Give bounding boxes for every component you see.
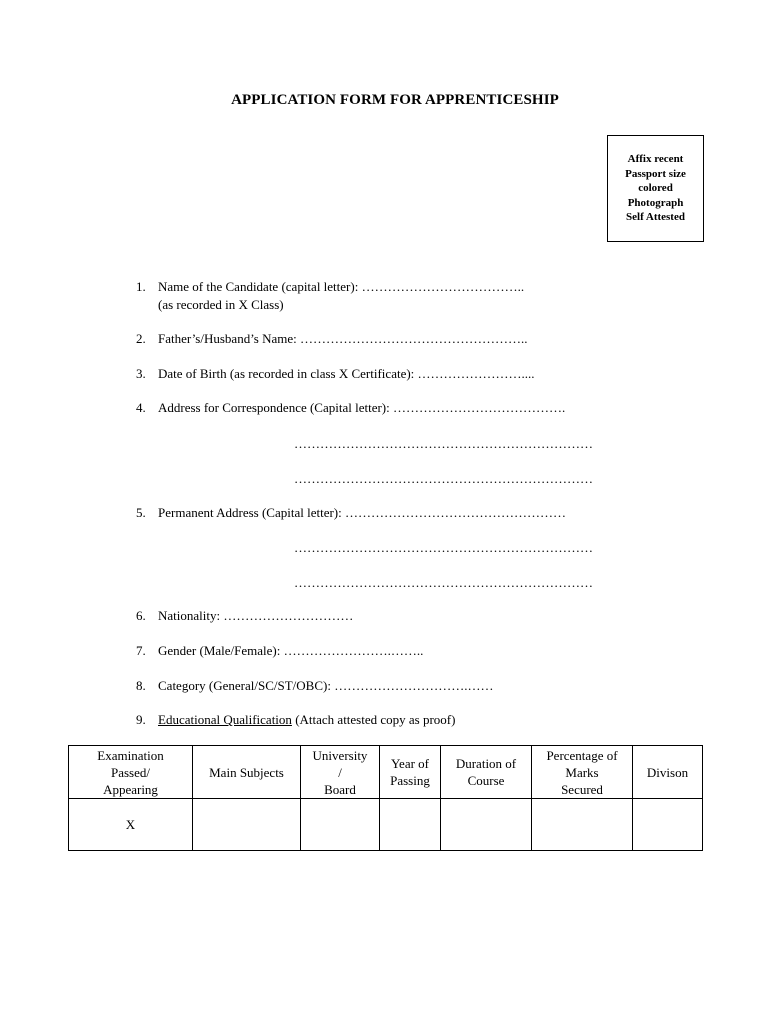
- item-number: 7.: [136, 643, 146, 658]
- item-label: (as recorded in X Class): [158, 297, 284, 312]
- item-number: 3.: [136, 366, 146, 381]
- column-header-main-subjects: [193, 746, 301, 799]
- item-number: 1.: [136, 279, 146, 294]
- educational-qualification-heading: Educational Qualification: [158, 712, 292, 727]
- column-header-examination: [69, 746, 193, 799]
- cell-main-subjects[interactable]: [193, 799, 301, 851]
- cell-duration[interactable]: [441, 799, 532, 851]
- header-line: Examination: [97, 747, 164, 763]
- educational-qualification-note: (Attach attested copy as proof): [291, 712, 456, 727]
- header-line: Course: [467, 773, 505, 788]
- header-line: Year of: [390, 756, 430, 771]
- table-header-row: [69, 746, 703, 799]
- cell-year-of-passing[interactable]: [380, 799, 441, 851]
- cell-division[interactable]: [633, 799, 703, 851]
- item-number: 2.: [136, 331, 146, 346]
- item-label: [158, 712, 455, 728]
- header-line: Percentage of: [546, 747, 618, 763]
- header-line: Board: [324, 781, 356, 797]
- education-table: [68, 745, 703, 851]
- item-label: Address for Correspondence (Capital letter): ………………………………….: [158, 400, 566, 415]
- photo-box-line: Passport size: [625, 167, 686, 180]
- correspondence-address-line[interactable]: ……………………………………………………………: [294, 436, 593, 451]
- item-label: Name of the Candidate (capital letter): ………………………………..: [158, 279, 525, 294]
- header-line: Divison: [646, 764, 689, 780]
- cell-percentage[interactable]: [532, 799, 633, 851]
- item-label: Father’s/Husband’s Name: ……………………………………………..: [158, 331, 528, 346]
- photo-box-line: Affix recent: [627, 153, 684, 166]
- item-label: Date of Birth (as recorded in class X Certificate): ……………………....: [158, 366, 535, 381]
- correspondence-address-line[interactable]: ……………………………………………………………: [294, 471, 593, 486]
- cell-university-board[interactable]: [301, 799, 380, 851]
- header-line: University: [312, 747, 368, 763]
- header-line: Appearing: [103, 781, 158, 797]
- column-header-year-of-passing: [380, 746, 441, 799]
- item-label: Permanent Address (Capital letter): ……………………………………………: [158, 505, 567, 520]
- header-line: Duration of: [455, 756, 517, 771]
- header-line: /: [338, 764, 342, 780]
- item-number: 9.: [136, 712, 146, 727]
- form-title: APPLICATION FORM FOR APPRENTICESHIP: [231, 92, 559, 108]
- item-label: Gender (Male/Female): …………………….……..: [158, 643, 424, 658]
- photo-box-line: Photograph: [627, 196, 684, 209]
- permanent-address-line[interactable]: ……………………………………………………………: [294, 575, 593, 590]
- photo-box-line: colored: [638, 182, 673, 195]
- item-number: 5.: [136, 505, 146, 520]
- photo-box-line: Self Attested: [626, 211, 685, 224]
- item-label: Nationality: …………………………: [158, 608, 354, 623]
- permanent-address-line[interactable]: ……………………………………………………………: [294, 540, 593, 555]
- item-number: 4.: [136, 400, 146, 415]
- item-number: 8.: [136, 678, 146, 693]
- table-row: [69, 799, 703, 851]
- item-number: 6.: [136, 608, 146, 623]
- column-header-university-board: [301, 746, 380, 799]
- column-header-duration: [441, 746, 532, 799]
- header-line: Passing: [390, 773, 430, 788]
- column-header-division: [633, 746, 703, 799]
- header-line: Main Subjects: [209, 764, 284, 780]
- item-label: Category (General/SC/ST/OBC): ………………………….……: [158, 678, 494, 693]
- header-line: Passed/: [111, 764, 150, 780]
- header-line: Marks: [565, 764, 599, 780]
- photo-placeholder-box: [607, 135, 704, 242]
- column-header-percentage: [532, 746, 633, 799]
- cell-examination[interactable]: X: [69, 799, 193, 851]
- header-line: Secured: [561, 781, 603, 797]
